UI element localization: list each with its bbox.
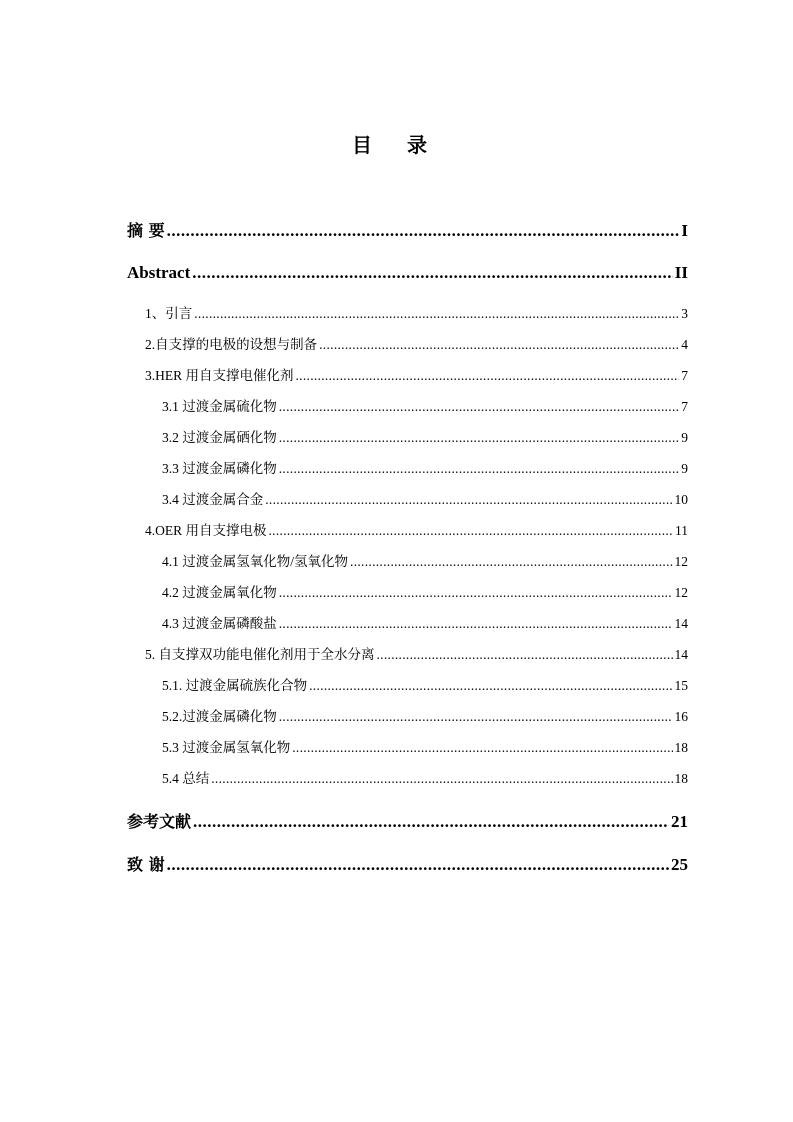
- toc-entry-page: 12: [674, 585, 688, 600]
- toc-entry-section-2[interactable]: [145, 335, 688, 355]
- toc-entry-page: 7: [681, 399, 688, 414]
- toc-entry-label: 3.HER 用自支撑电催化剂: [145, 368, 294, 383]
- toc-entry-label: 5.4 总结: [162, 771, 210, 786]
- toc-entry-label: 4.3 过渡金属磷酸盐: [162, 616, 277, 631]
- toc-entry-label: 5.2.过渡金属磷化物: [162, 709, 277, 724]
- toc-entry-abstract-en[interactable]: [127, 261, 688, 285]
- toc-entry-page: 3: [681, 306, 688, 321]
- toc-entry-label: 致 谢: [127, 855, 165, 874]
- toc-entry-page: I: [681, 221, 688, 240]
- toc-leader-dots: [194, 304, 679, 324]
- toc-entry-label: 3.1 过渡金属硫化物: [162, 399, 277, 414]
- toc-entry-page: 16: [674, 709, 688, 724]
- page-title: 目 录: [352, 133, 441, 157]
- toc-entry-label: 5.3 过渡金属氢氧化物: [162, 740, 291, 755]
- toc-leader-dots: [279, 614, 673, 634]
- toc-entry-section-5[interactable]: [145, 645, 688, 665]
- toc-leader-dots: [319, 335, 679, 355]
- toc-entry-label: 摘 要: [127, 221, 165, 240]
- toc-leader-dots: [279, 583, 673, 603]
- toc-entry-page: 12: [674, 554, 688, 569]
- toc-entry-section-5-2[interactable]: [162, 707, 688, 727]
- toc-leader-dots: [279, 707, 673, 727]
- toc-leader-dots: [292, 738, 672, 758]
- toc-entry-section-4[interactable]: [145, 521, 688, 541]
- toc-entry-label: 2.自支撑的电极的设想与制备: [145, 337, 318, 352]
- toc-entry-introduction[interactable]: [145, 304, 688, 324]
- toc-entry-section-3[interactable]: [145, 366, 688, 386]
- toc-leader-dots: [269, 521, 674, 541]
- toc-entry-page: 18: [674, 740, 688, 755]
- toc-entry-abstract-cn[interactable]: [127, 219, 688, 243]
- toc-entry-label: 参考文献: [127, 812, 192, 831]
- toc-entry-label: 5.1. 过渡金属硫族化合物: [162, 678, 308, 693]
- toc-entry-page: 15: [674, 678, 688, 693]
- toc-entry-page: 14: [674, 616, 688, 631]
- toc-entry-section-4-3[interactable]: [162, 614, 688, 634]
- toc-entry-label: 3.3 过渡金属磷化物: [162, 461, 277, 476]
- toc-entry-page: 9: [681, 430, 688, 445]
- toc-leader-dots: [192, 261, 673, 285]
- toc-leader-dots: [279, 428, 680, 448]
- toc-entry-page: 4: [681, 337, 688, 352]
- toc-entry-page: 10: [674, 492, 688, 507]
- toc-leader-dots: [279, 397, 680, 417]
- toc-leader-dots: [211, 769, 672, 789]
- toc-entry-page: 25: [671, 855, 688, 874]
- toc-leader-dots: [309, 676, 672, 696]
- toc-leader-dots: [377, 645, 673, 665]
- toc-entry-label: 4.1 过渡金属氢氧化物/氢氧化物: [162, 554, 349, 569]
- toc-entry-page: 9: [681, 461, 688, 476]
- toc-entry-section-3-3[interactable]: [162, 459, 688, 479]
- toc-entry-page: 14: [674, 647, 688, 662]
- toc-leader-dots: [296, 366, 680, 386]
- toc-entry-page: 7: [681, 368, 688, 383]
- toc-leader-dots: [350, 552, 672, 572]
- toc-entry-label: Abstract: [127, 263, 191, 282]
- toc-leader-dots: [193, 810, 669, 834]
- toc-entry-section-5-1[interactable]: [162, 676, 688, 696]
- toc-entry-label: 1、引言: [145, 306, 193, 321]
- toc-entry-section-5-4[interactable]: [162, 769, 688, 789]
- toc-leader-dots: [167, 219, 680, 243]
- toc-entry-section-5-3[interactable]: [162, 738, 688, 758]
- toc-entry-section-3-4[interactable]: [162, 490, 688, 510]
- toc-leader-dots: [279, 459, 680, 479]
- toc-leader-dots: [265, 490, 672, 510]
- toc-entry-page: II: [674, 263, 688, 282]
- toc-entry-label: 4.2 过渡金属氧化物: [162, 585, 277, 600]
- toc-entry-label: 5. 自支撑双功能电催化剂用于全水分离: [145, 647, 375, 662]
- toc-entry-section-4-1[interactable]: [162, 552, 688, 572]
- toc-entry-page: 21: [671, 812, 688, 831]
- toc-leader-dots: [167, 853, 669, 877]
- toc-entry-label: 3.2 过渡金属硒化物: [162, 430, 277, 445]
- toc-entry-label: 4.OER 用自支撑电极: [145, 523, 267, 538]
- toc-entry-acknowledgements[interactable]: [127, 853, 688, 877]
- toc-entry-section-3-2[interactable]: [162, 428, 688, 448]
- toc-entry-section-4-2[interactable]: [162, 583, 688, 603]
- toc-entry-page: 18: [674, 771, 688, 786]
- toc-entry-section-3-1[interactable]: [162, 397, 688, 417]
- toc-entry-references[interactable]: [127, 810, 688, 834]
- toc-entry-label: 3.4 过渡金属合金: [162, 492, 264, 507]
- toc-entry-page: 11: [675, 523, 688, 538]
